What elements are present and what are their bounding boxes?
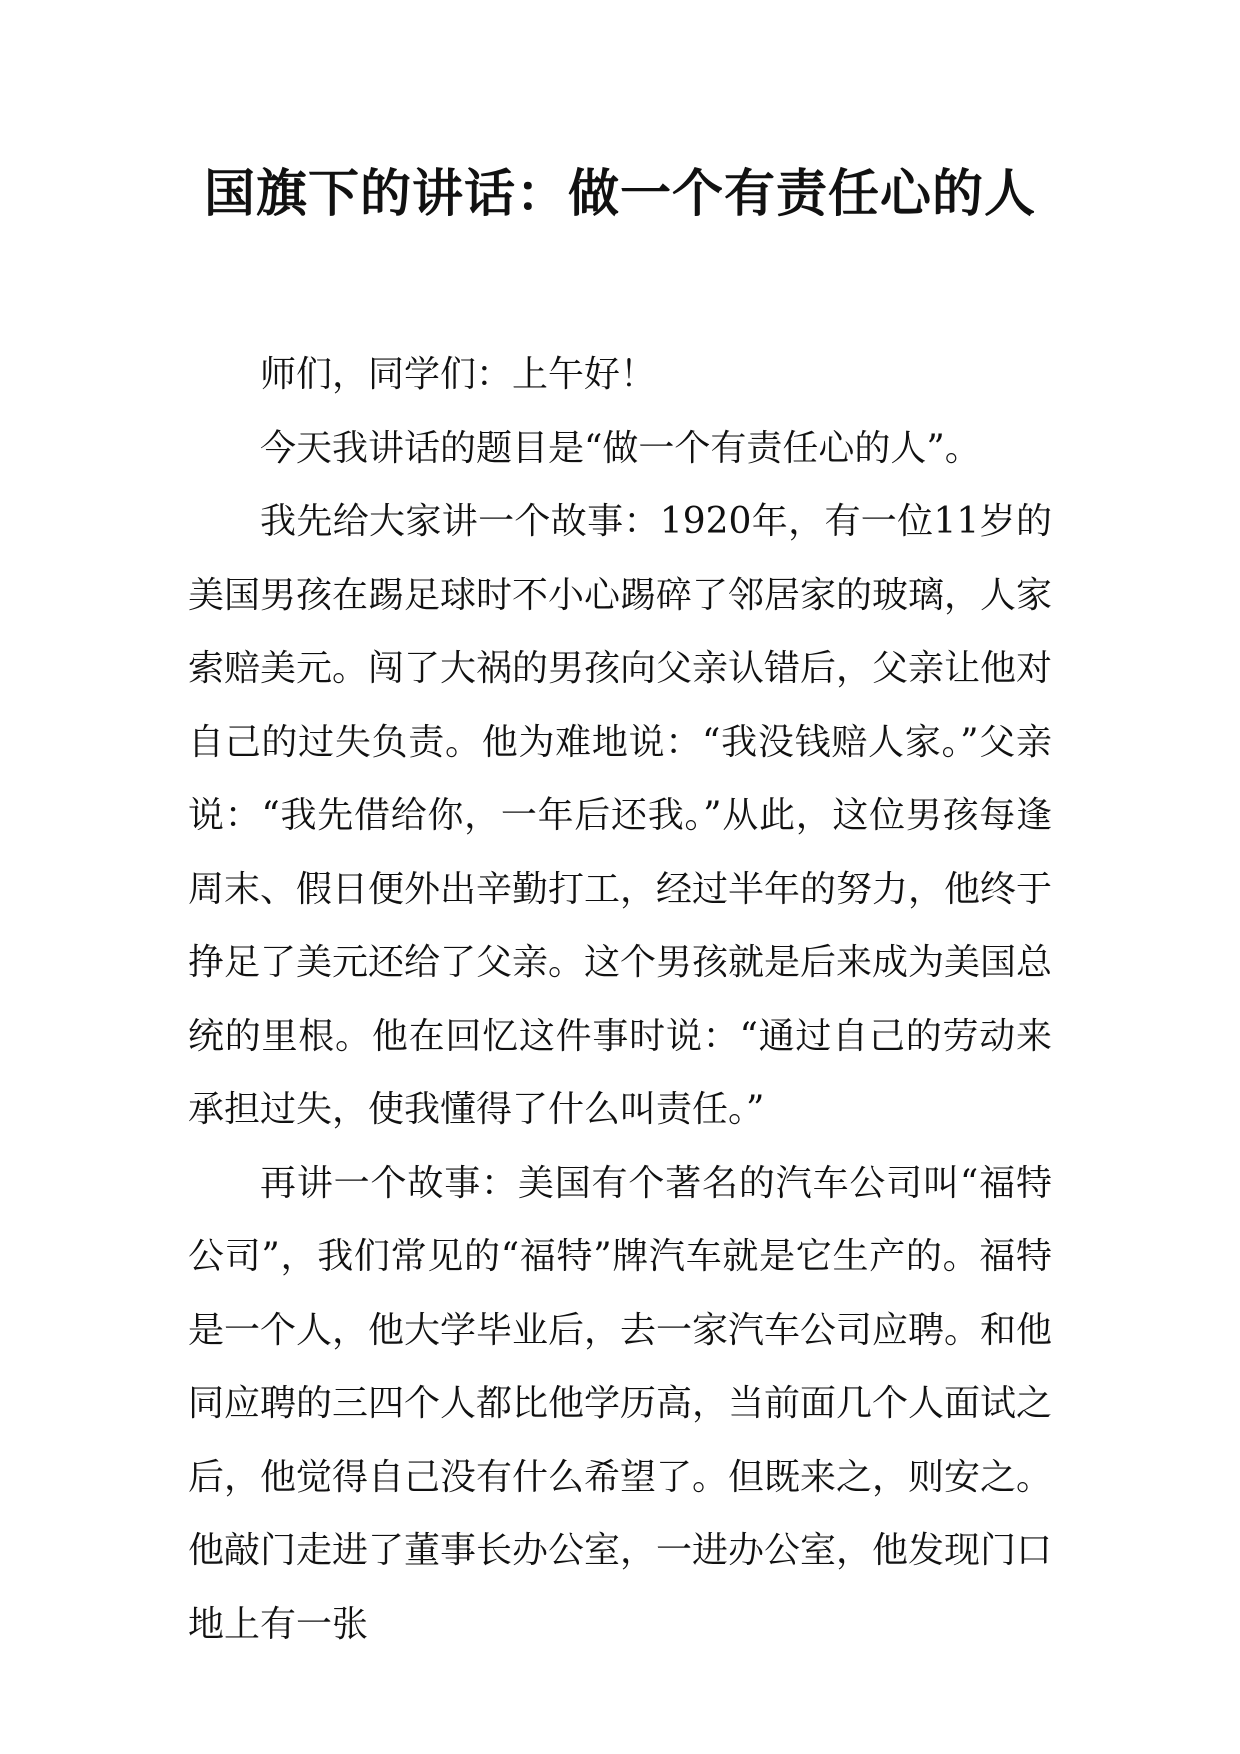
paragraph-story-reagan: 我先给大家讲一个故事：1920年，有一位11岁的美国男孩在踢足球时不小心踢碎了邻居家的玻璃，人家索赔美元。闯了大祸的男孩向父亲认错后，父亲让他对自己的过失负责。他为难地说：“我没钱赔人家。”父亲说：“我先借给你，一年后还我。”从此，这位男孩每逢周末、假日便外出辛勤打工，经过半年的努力，他终于挣足了美元还给了父亲。这个男孩就是后来成为美国总统的里根。他在回忆这件事时说：“通过自己的劳动来承担过失，使我懂得了什么叫责任。” <box>188 501 1053 1130</box>
paragraph-greeting: 师们，同学们：上午好！ <box>260 354 657 395</box>
paragraph-topic: 今天我讲话的题目是“做一个有责任心的人”。 <box>260 427 981 469</box>
document-body <box>188 338 1052 1661</box>
document-title: 国旗下的讲话：做一个有责任心的人 <box>203 165 1036 224</box>
paragraph-story-ford: 再讲一个故事：美国有个著名的汽车公司叫“福特公司”，我们常见的“福特”牌汽车就是它生产的。福特是一个人，他大学毕业后，去一家汽车公司应聘。和他同应聘的三四个人都比他学历高，当前面几个人面试之后，他觉得自己没有什么希望了。但既来之，则安之。他敲门走进了董事长办公室，一进办公室，他发现门口地上有一张 <box>188 1162 1053 1645</box>
